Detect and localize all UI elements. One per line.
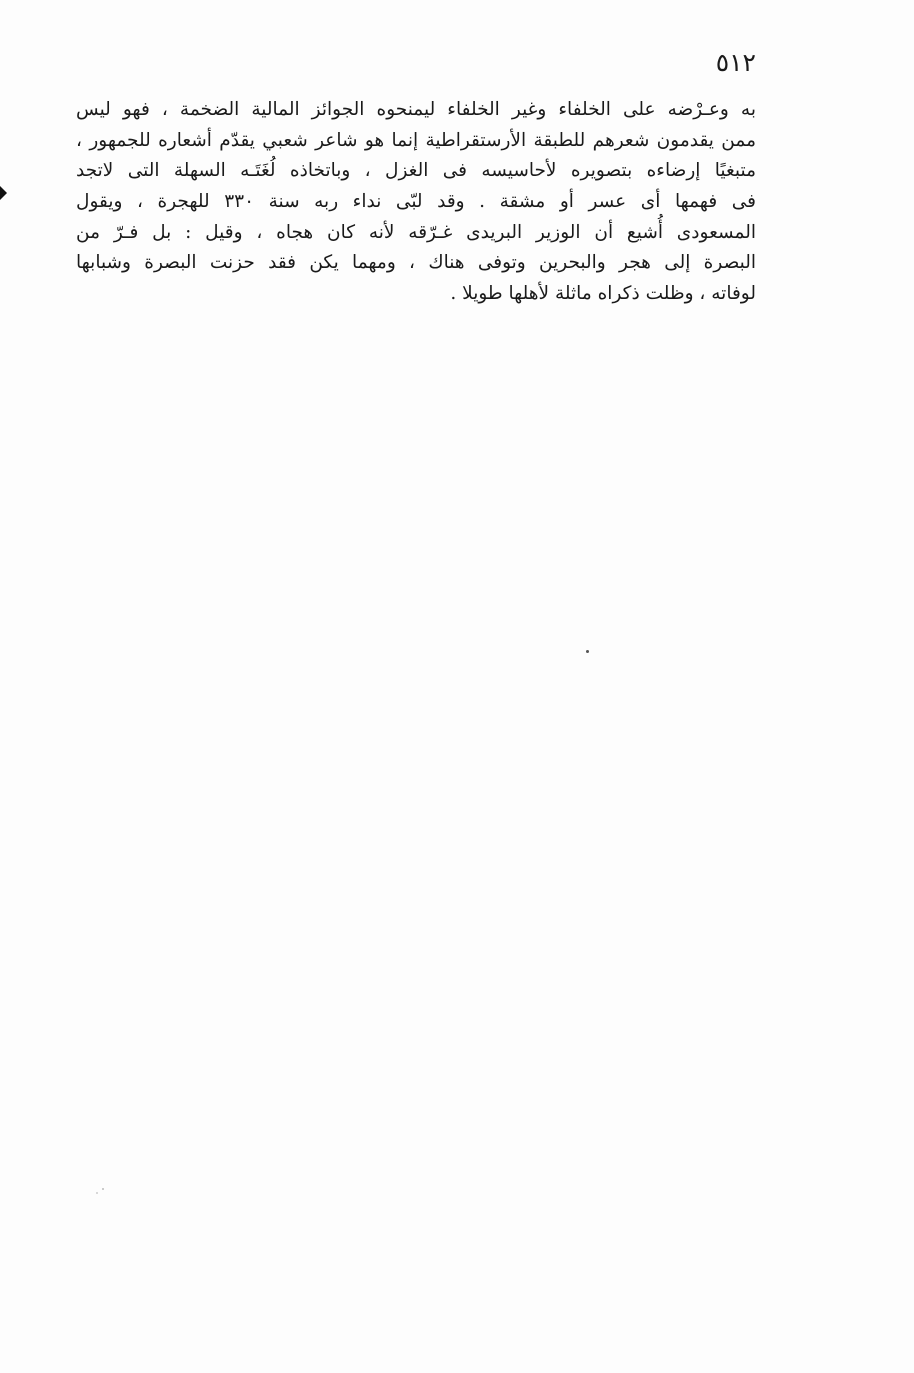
scan-speck [586,650,589,653]
scan-speck [102,1188,104,1190]
text-line: به وعـرْضه على الخلفاء وغير الخلفاء ليمنحوه الجوائز المالية الضخمة ، فهو ليس [76,99,756,120]
scan-speck [96,1192,98,1194]
text-line: فى فهمها أى عسر أو مشقة . وقد لبّى نداء ربه سنة ٣٣٠ للهجرة ، ويقول [76,191,756,213]
text-line: ممن يقدمون شعرهم للطبقة الأرستقراطية إنما هو شاعر شعبي يقدّم أشعاره للجمهور ، [76,129,756,151]
margin-arrow-mark [0,186,7,200]
text-line: متبغيًا إرضاءه بتصويره لأحاسيسه فى الغزل ، وباتخاذه لُغَتَـه السهلة التى لاتجد [76,160,756,182]
body-paragraph [76,95,756,310]
page-number: ٥١٢ [715,48,756,77]
text-line: المسعودى أُشيع أن الوزير البريدى غـرّقه لأنه كان هجاه ، وقيل : بل فـرّ من [76,221,756,243]
text-line: البصرة إلى هجر والبحرين وتوفى هناك ، ومهما يكن فقد حزنت البصرة وشبابها [76,252,756,274]
text-line: لوفاته ، وظلت ذكراه ماثلة لأهلها طويلا . [450,283,756,305]
